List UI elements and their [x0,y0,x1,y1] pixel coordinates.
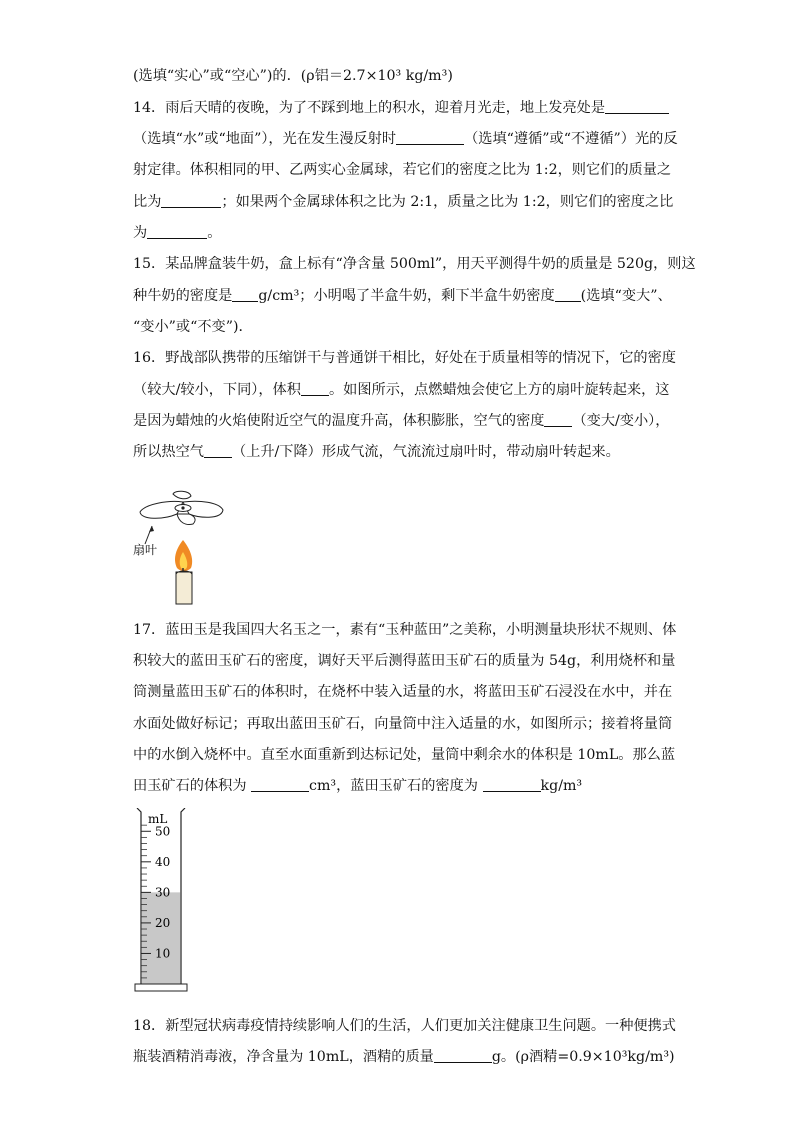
answer-blank[interactable] [301,381,329,396]
q17-line4: 水面处做好标记；再取出蓝田玉矿石，向量筒中注入适量的水，如图所示；接着将量筒 [133,716,673,732]
tick-label: 20 [155,915,171,930]
fan-candle-figure [133,488,233,610]
q14-line5: 为 。 [133,225,222,241]
answer-blank[interactable] [232,287,258,302]
answer-blank[interactable] [605,99,669,114]
graduated-cylinder [133,808,193,998]
q17-line2: 积较大的蓝田玉矿石的密度，调好天平后测得蓝田玉矿石的质量为 54g，利用烧杯和量 [133,653,676,669]
answer-blank[interactable] [204,443,232,458]
answer-blank[interactable] [544,412,572,427]
q18-line2: 瓶装酒精消毒液，净含量为 10mL，酒精的质量 g。(ρ酒精=0.9×10³kg/m³) [133,1049,675,1065]
answer-blank[interactable] [161,193,221,208]
q15-line2: 种牛奶的密度是 g/cm³；小明喝了半盒牛奶，剩下半盒牛奶密度 (选填“变大”、 [133,288,672,304]
answer-blank[interactable] [147,224,207,239]
answer-blank[interactable] [483,777,541,792]
q14-line1: 14．雨后天晴的夜晚，为了不踩到地上的积水，迎着月光走，地上发亮处是 [133,98,669,118]
unit-label: mL [148,812,168,826]
tick-label: 40 [155,854,171,869]
answer-blank[interactable] [434,1048,492,1063]
q14-line2: （选填“水”或“地面”），光在发生漫反射时 （选填“遵循”或“不遵循”）光的反 [133,131,678,147]
q14-line3: 射定律。体积相同的甲、乙两实心金属球，若它们的密度之比为 1:2，则它们的质量之 [133,162,672,178]
tick-label: 30 [155,885,171,900]
q17-line5: 中的水倒入烧杯中。直至水面重新到达标记处，量筒中剩余水的体积是 10mL。那么蓝 [133,747,676,763]
q16-line3: 是因为蜡烛的火焰使附近空气的温度升高，体积膨胀，空气的密度 （变大/变小）， [133,413,670,429]
q16-line4: 所以热空气 （上升/下降）形成气流，气流流过扇叶时，带动扇叶转起来。 [133,444,620,460]
q17-line3: 筒测量蓝田玉矿石的体积时，在烧杯中装入适量的水，将蓝田玉矿石浸没在水中，并在 [133,684,673,700]
q16-line1: 16．野战部队携带的压缩饼干与普通饼干相比，好处在于质量相等的情况下，它的密度 [133,350,676,366]
answer-blank[interactable] [555,287,581,302]
q16-line2: （较大/较小，下同），体积 。如图所示，点燃蜡烛会使它上方的扇叶旋转起来，这 [133,382,670,398]
tick-label: 50 [155,824,171,839]
q15-line3: “变小”或“不变”)． [133,319,253,335]
q14-line4: 比为 ；如果两个金属球体积之比为 2:1，质量之比为 1:2，则它们的密度之比 [133,194,674,210]
q15-line1: 15．某品牌盒装牛奶，盒上标有“净含量 500ml”，用天平测得牛奶的质量是 520g，则这 [133,256,696,272]
cylinder-base [135,984,187,991]
q18-line1: 18．新型冠状病毒疫情持续影响人们的生活，人们更加关注健康卫生问题。一种便携式 [133,1018,676,1034]
answer-blank[interactable] [251,777,309,792]
answer-blank[interactable] [396,130,464,145]
q13-tail: (选填“实心”或“空心”)的．(ρ铝＝2.7×10³ kg/m³) [133,68,453,84]
tick-label: 10 [155,946,171,961]
graduated-cylinder-figure [133,808,193,998]
water-fill [142,892,181,984]
q17-line1: 17．蓝田玉是我国四大名玉之一，素有“玉种蓝田”之美称，小明测量块形状不规则、体 [133,622,677,638]
fan-label: 扇叶 [133,543,158,557]
q17-line6: 田玉矿石的体积为 cm³，蓝田玉矿石的密度为 kg/m³ [133,778,583,794]
